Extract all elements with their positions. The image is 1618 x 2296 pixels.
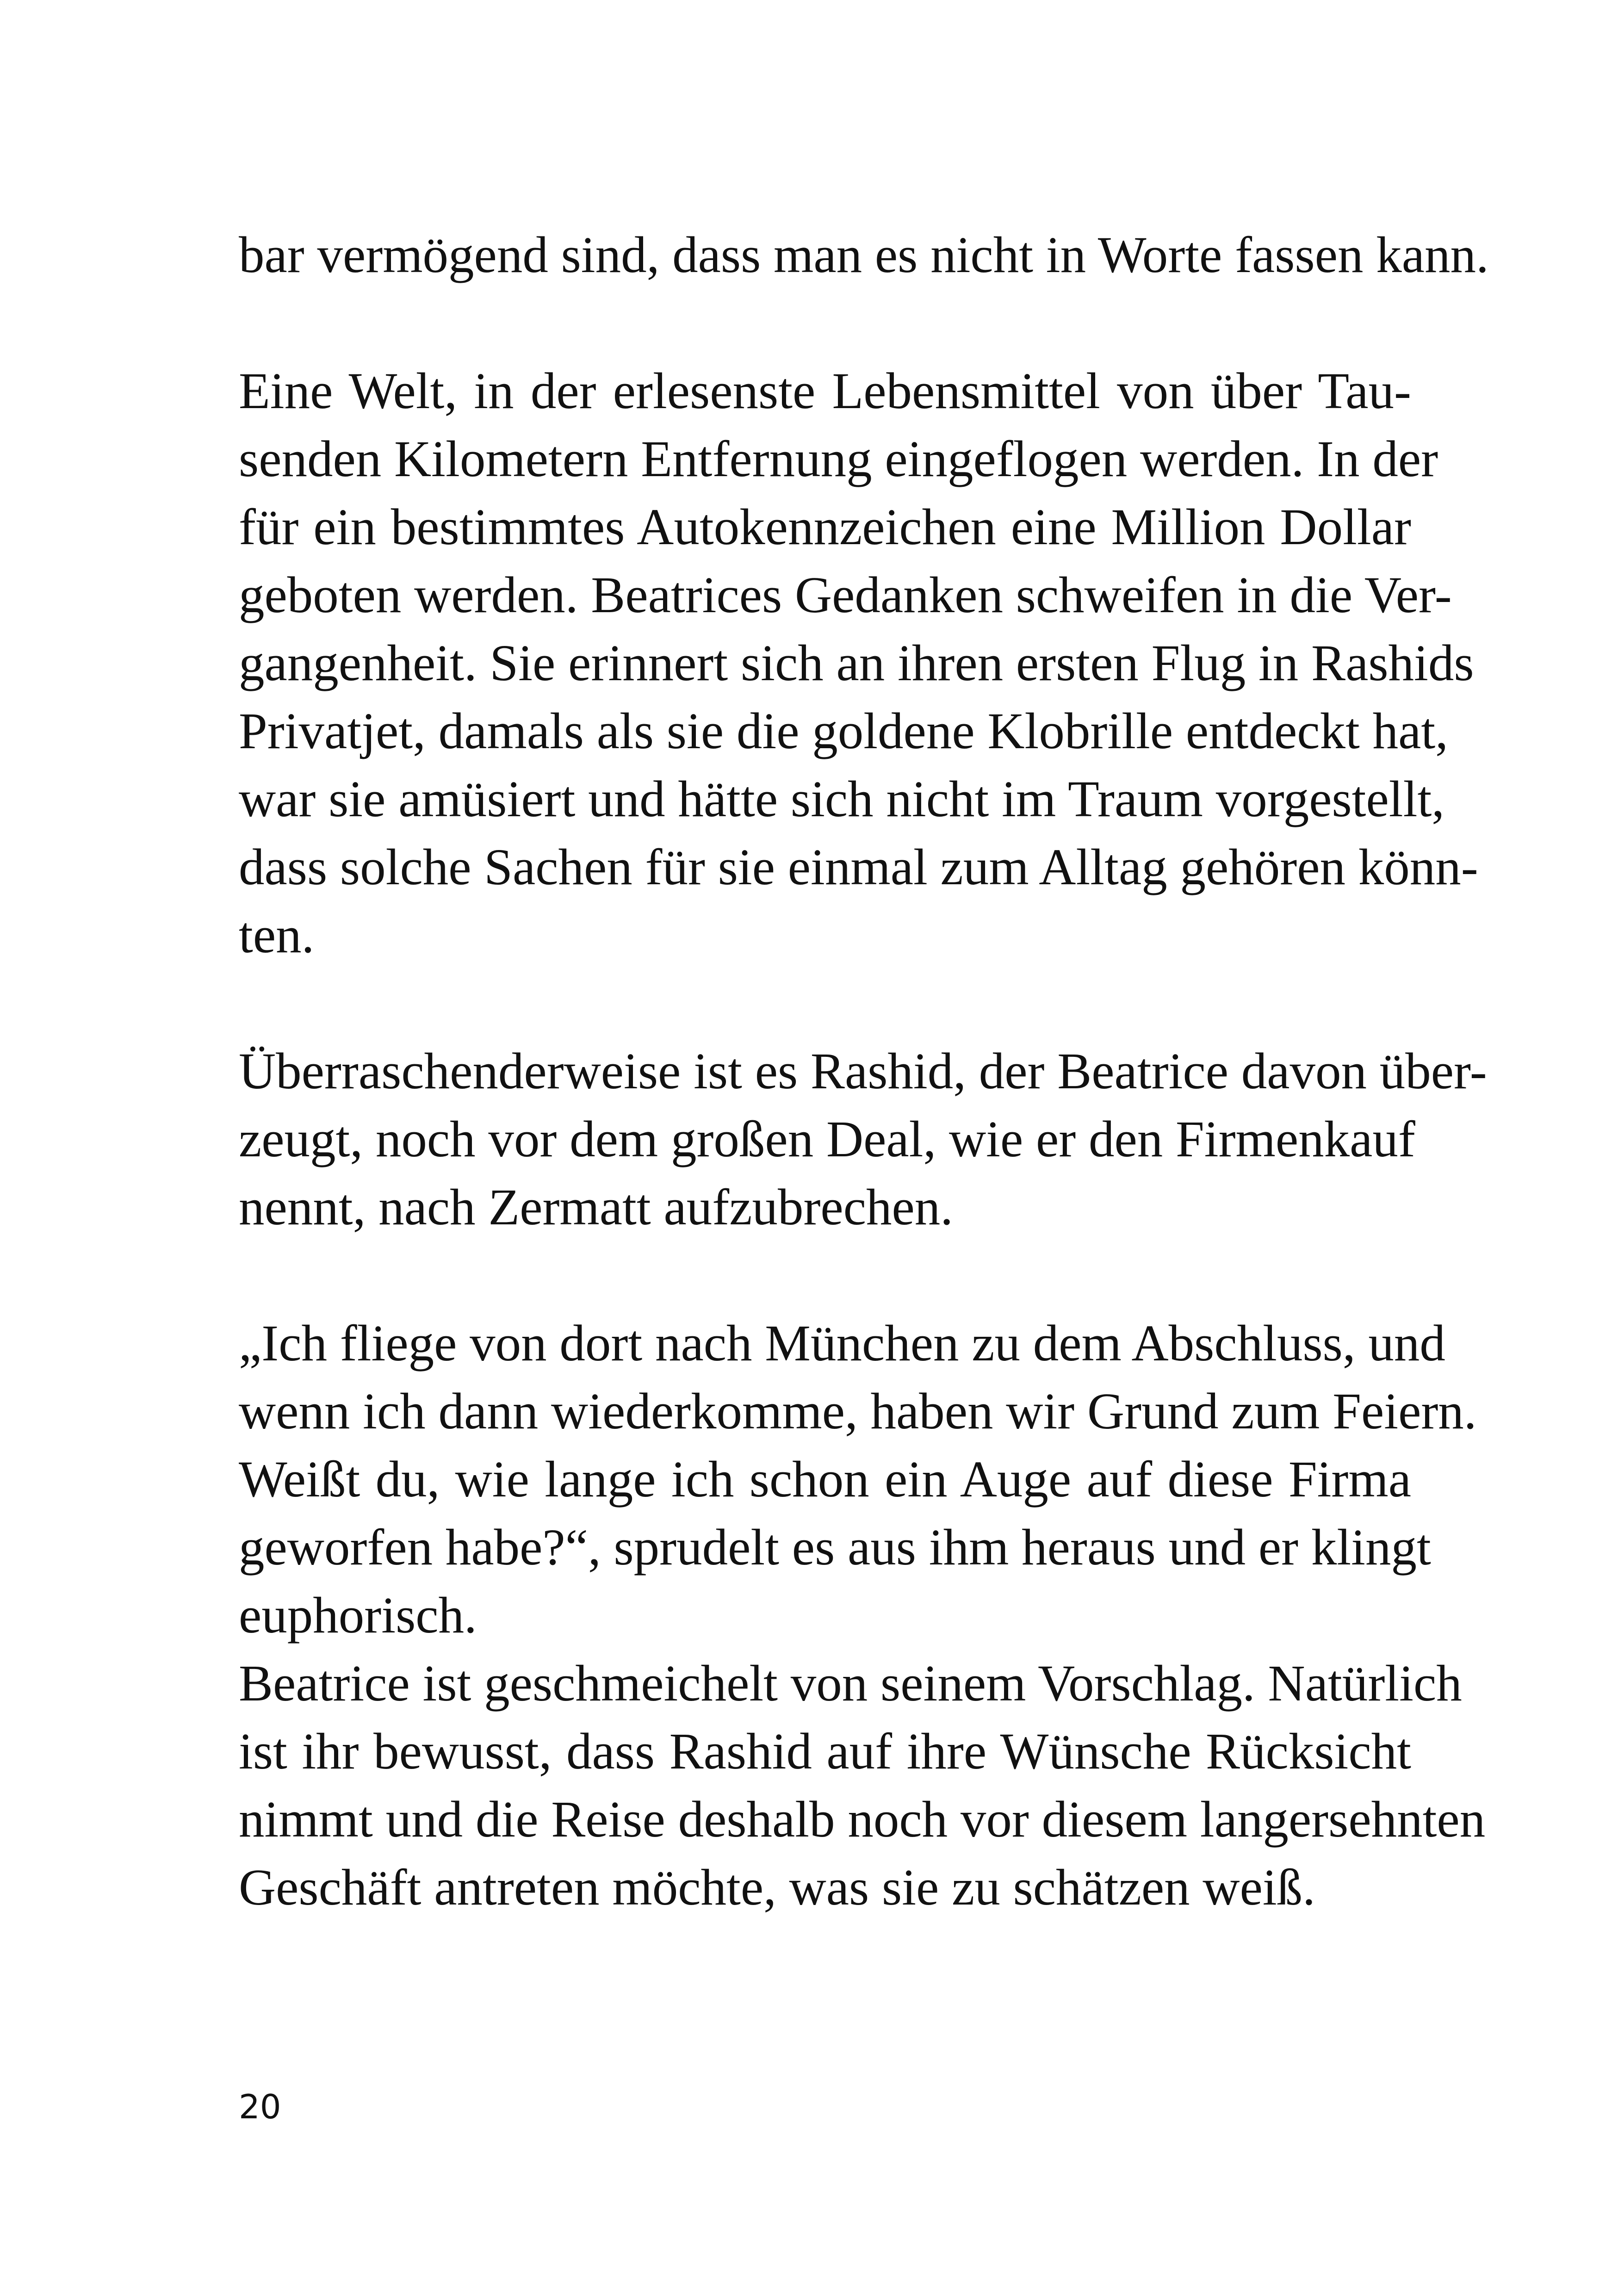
text-line: war sie amüsiert und hätte sich nicht im Traum vorgestellt, bbox=[239, 771, 1445, 828]
text-line: Geschäft antreten möchte, was sie zu schätzen weiß. bbox=[239, 1859, 1315, 1916]
text-line: Weißt du, wie lange ich schon ein Auge auf diese Firma bbox=[239, 1451, 1411, 1508]
text-line: Eine Welt, in der erlesenste Lebensmittel von über Tau- bbox=[239, 363, 1411, 420]
paragraph-gap bbox=[239, 969, 1411, 1037]
text-line: bar vermögend sind, dass man es nicht in Worte fassen kann. bbox=[239, 227, 1489, 284]
text-line: Privatjet, damals als sie die goldene Klobrille entdeckt hat, bbox=[239, 703, 1448, 760]
text-line: wenn ich dann wiederkomme, haben wir Grund zum Feiern. bbox=[239, 1383, 1477, 1440]
text-line: für ein bestimmtes Autokennzeichen eine Million Dollar bbox=[239, 499, 1411, 556]
body-text bbox=[239, 221, 1489, 1922]
text-line: Beatrice ist geschmeichelt von seinem Vorschlag. Natürlich bbox=[239, 1655, 1462, 1712]
text-line: euphorisch. bbox=[239, 1587, 477, 1644]
text-line: geworfen habe?“, sprudelt es aus ihm heraus und er klingt bbox=[239, 1519, 1431, 1576]
text-line: nimmt und die Reise deshalb noch vor diesem langersehnten bbox=[239, 1791, 1486, 1848]
paragraph-gap bbox=[239, 289, 1411, 357]
text-line: senden Kilometern Entfernung eingeflogen werden. In der bbox=[239, 431, 1438, 488]
text-line: nennt, nach Zermatt aufzubrechen. bbox=[239, 1179, 953, 1236]
page-number: 20 bbox=[239, 2087, 281, 2126]
text-line: dass solche Sachen für sie einmal zum Alltag gehören könn- bbox=[239, 839, 1478, 896]
text-line: ist ihr bewusst, dass Rashid auf ihre Wünsche Rücksicht bbox=[239, 1723, 1411, 1780]
text-line: gangenheit. Sie erinnert sich an ihren ersten Flug in Rashids bbox=[239, 635, 1474, 692]
text-line: zeugt, noch vor dem großen Deal, wie er den Firmenkauf bbox=[239, 1111, 1415, 1168]
text-line: geboten werden. Beatrices Gedanken schweifen in die Ver- bbox=[239, 567, 1452, 624]
text-line: Überraschenderweise ist es Rashid, der Beatrice davon über- bbox=[239, 1043, 1487, 1100]
paragraph-gap bbox=[239, 1241, 1411, 1309]
text-line: „Ich fliege von dort nach München zu dem Abschluss, und bbox=[239, 1315, 1445, 1372]
text-line: ten. bbox=[239, 907, 315, 964]
